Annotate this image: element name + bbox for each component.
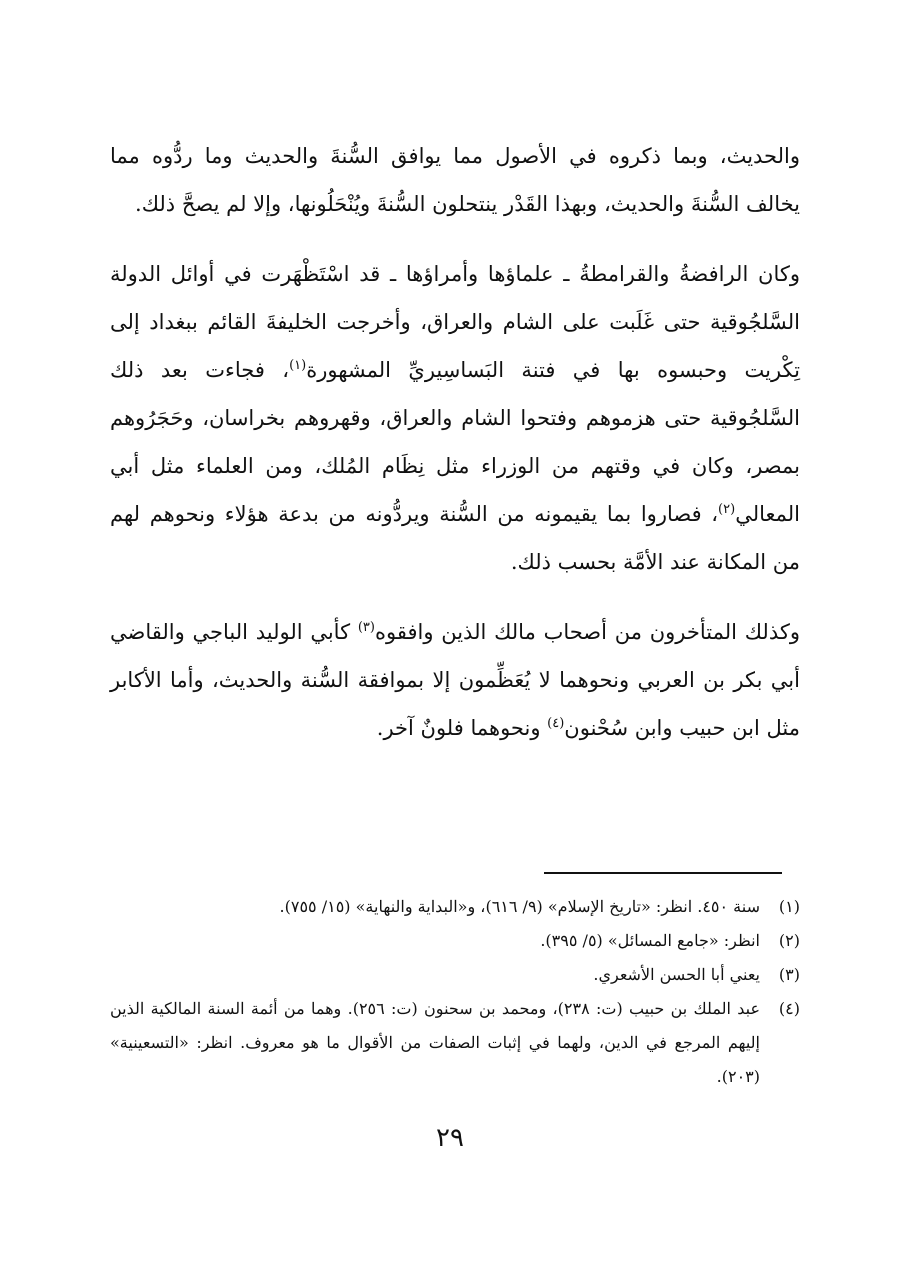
footnote-number: (١) — [778, 897, 800, 916]
paragraph-text: والحديث، وبما ذكروه في الأصول مما يوافق السُّنةَ والحديث وما ردُّوه مما يخالف السُّنةَ والحديث، وبهذا القَدْر ينتحلون السُّنةَ ويُنْحَلُونها، وإلا لم يصحَّ ذلك. — [110, 144, 800, 216]
footnote-1 — [110, 890, 800, 924]
footnote-number: (٤) — [778, 999, 800, 1018]
footnote-2 — [110, 924, 800, 958]
footnote-3 — [110, 958, 800, 992]
paragraph-text: ونحوهما فلونٌ آخر. — [376, 716, 548, 740]
footnote-number: (٢) — [778, 931, 800, 950]
paragraph-1 — [110, 132, 800, 228]
footnote-marker-4[interactable]: (٤) — [547, 716, 565, 731]
main-text — [110, 132, 800, 774]
footnote-text: يعني أبا الحسن الأشعري. — [593, 965, 760, 984]
footnote-separator — [544, 872, 782, 874]
footnote-marker-3[interactable]: (٣) — [357, 620, 375, 635]
footnote-number: (٣) — [778, 965, 800, 984]
paragraph-text: كأبي الوليد الباجي والقاضي أبي بكر بن العربي ونحوهما لا يُعَظِّمون إلا بموافقة السُّنة والحديث، وأما الأكابر مثل ابن حبيب وابن سُحْنون — [110, 620, 800, 740]
footnote-text: سنة ٤٥٠. انظر: «تاريخ الإسلام» (٩/ ٦١٦)، و«البداية والنهاية» (١٥/ ٧٥٥). — [279, 897, 760, 916]
footnote-text: انظر: «جامع المسائل» (٥/ ٣٩٥). — [540, 931, 760, 950]
footnote-marker-2[interactable]: (٢) — [718, 502, 736, 517]
paragraph-text: وكذلك المتأخرون من أصحاب مالك الذين وافقوه — [374, 620, 800, 644]
footnote-marker-1[interactable]: (١) — [289, 358, 307, 373]
footnotes — [110, 890, 800, 1094]
paragraph-2 — [110, 250, 800, 586]
footnote-4 — [110, 992, 800, 1094]
paragraph-3 — [110, 608, 800, 752]
paragraph-text: ، فصاروا بما يقيمونه من السُّنة ويردُّونه من بدعة هؤلاء ونحوهم لهم من المكانة عند الأمَّة بحسب ذلك. — [110, 502, 800, 574]
paragraph-text: وكان الرافضةُ والقرامطةُ ـ علماؤها وأمراؤها ـ قد اسْتَظْهَرت في أوائل الدولة السَّلجُوقية حتى غَلَبت على الشام والعراق، وأخرجت الخليفةَ القائم ببغداد إلى تِكْريت وحبسوه بها في فتنة البَساسِيريِّ المشهورة — [110, 262, 801, 382]
footnote-text: عبد الملك بن حبيب (ت: ٢٣٨)، ومحمد بن سحنون (ت: ٢٥٦). وهما من أئمة السنة المالكية الذين إليهم المرجع في الدين، ولهما في إثبات الصفات من الأقوال ما هو معروف. انظر: «التسعينية» (٢٠٣). — [110, 999, 760, 1086]
page-number: ٢٩ — [436, 1123, 464, 1153]
paragraph-text: ، فجاءت بعد ذلك السَّلجُوقية حتى هزموهم وفتحوا الشام والعراق، وقهروهم بخراسان، وحَجَرُوهم بمصر، وكان في وقتهم من الوزراء مثل نِظَام المُلك، ومن العلماء مثل أبي المعالي — [110, 358, 800, 526]
